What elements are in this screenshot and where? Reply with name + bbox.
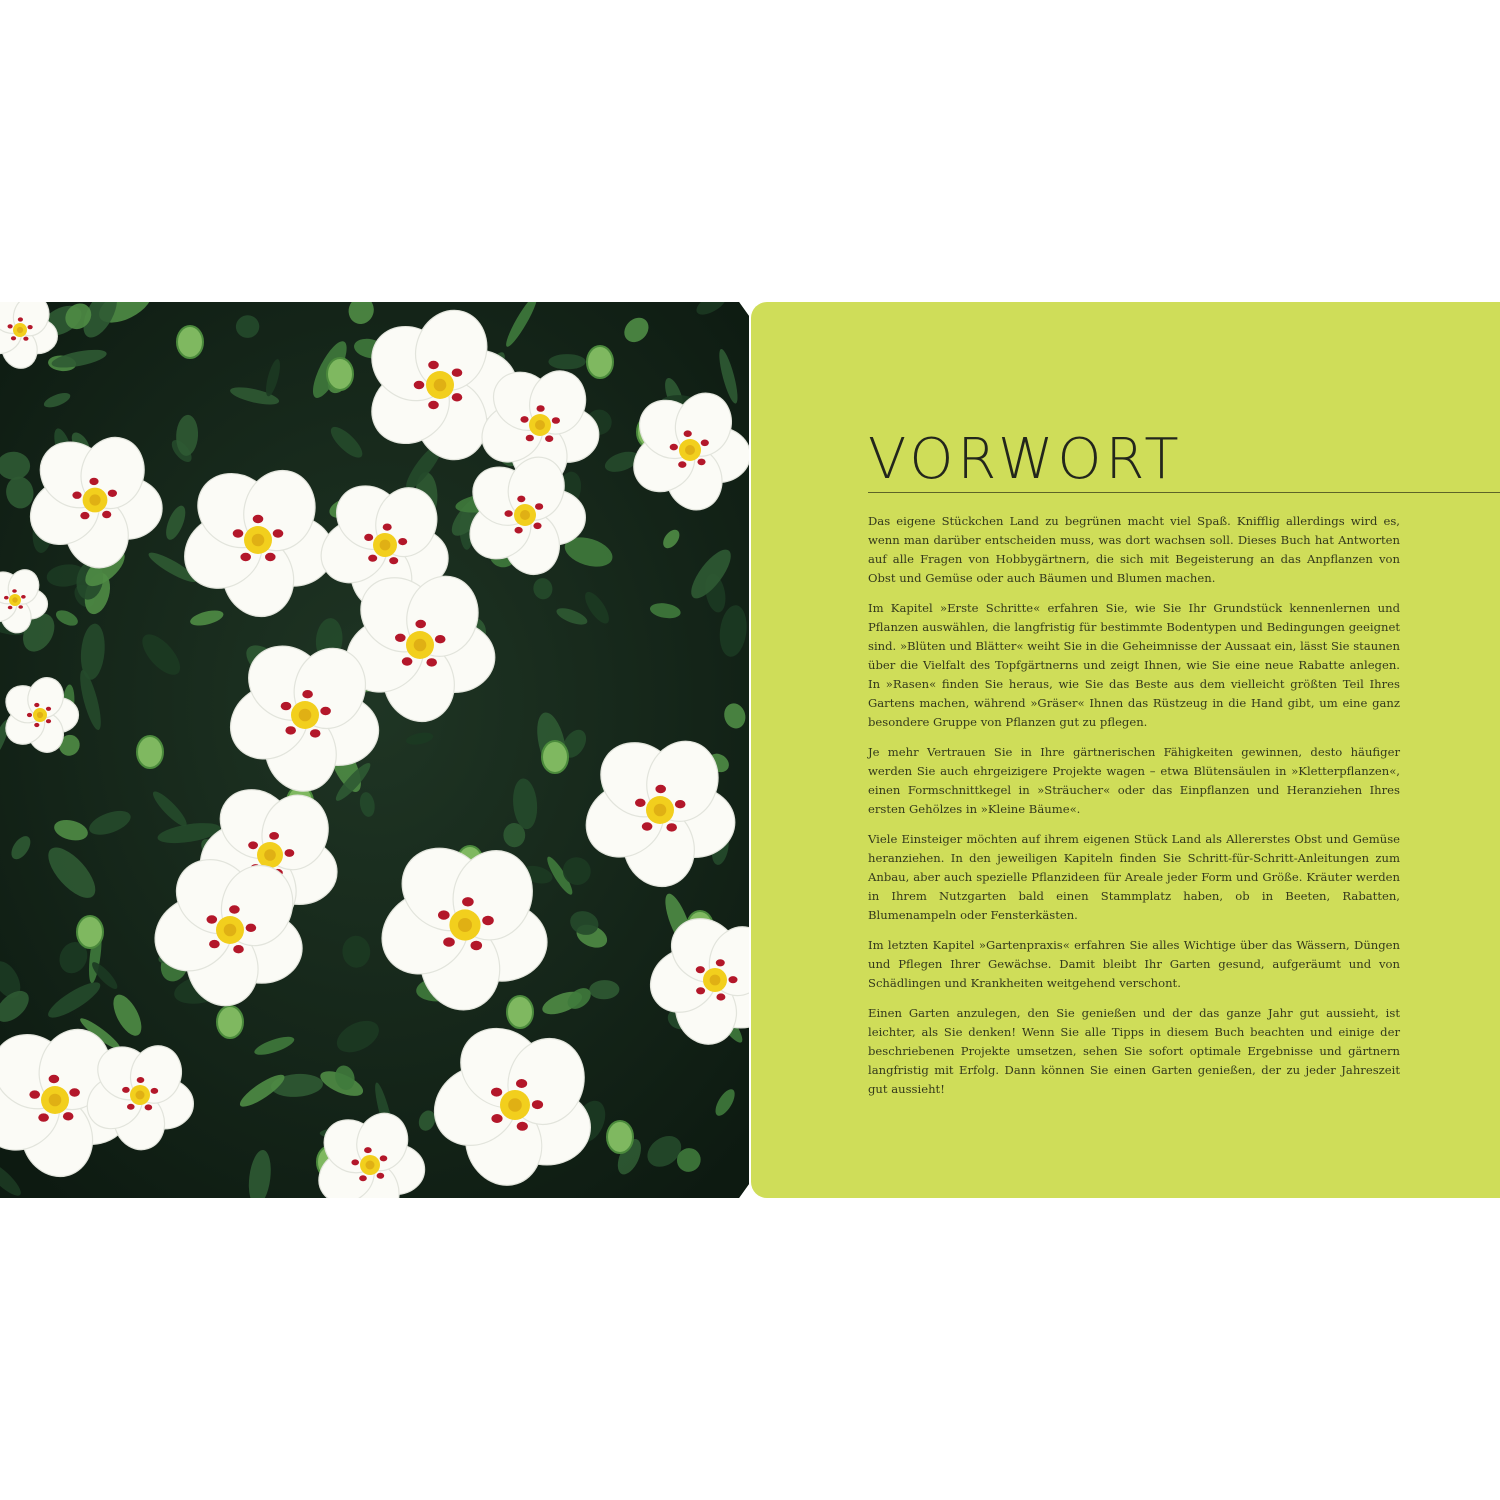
petal-blotch (8, 324, 13, 328)
petal-blotch (248, 841, 258, 849)
flower-stamen (458, 918, 472, 932)
petal-blotch (80, 512, 89, 519)
petal-blotch (452, 393, 463, 401)
flower-stamen (366, 1161, 375, 1170)
petal-blotch (428, 361, 439, 369)
petal-blotch (655, 785, 666, 793)
flower-stamen (535, 420, 545, 430)
flower-bud (327, 358, 353, 390)
petal-blotch (364, 534, 373, 541)
book-spread (0, 302, 1500, 1198)
petal-blotch (520, 416, 528, 423)
flower-bud (542, 741, 568, 773)
petal-blotch (545, 435, 553, 442)
petal-blotch (63, 1112, 74, 1120)
petal-blotch (517, 496, 525, 503)
petal-blotch (27, 713, 32, 717)
flower-bud (177, 326, 203, 358)
body-text (868, 512, 1400, 1110)
petal-blotch (89, 478, 98, 485)
petal-blotch (320, 707, 331, 715)
petal-blotch (452, 369, 463, 377)
page-title: VORWORT (868, 427, 1183, 492)
petal-blotch (209, 940, 220, 948)
flower-bud (507, 996, 533, 1028)
flower-stamen (17, 327, 23, 333)
petal-blotch (516, 1079, 527, 1088)
petal-blotch (415, 620, 426, 628)
paragraph: Viele Einsteiger möchten auf ihrem eigenen Stück Land als Allererstes Obst und Gemüse heranziehen. In den jeweiligen Kapiteln finden Sie Schritt-für-Schritt-Anleitungen zum Anbau, aber auch spezielle Pflanzideen für Areale jeder Form und Größe. Kräuter werden in Ihrem Nutzgarten bald einen Stammplatz haben, ob in Beeten, Rabatten, Blumenampeln oder Fensterkästen. (868, 832, 1400, 922)
petal-blotch (535, 503, 543, 510)
flower-stamen (49, 1094, 62, 1107)
petal-blotch (377, 1173, 385, 1179)
petal-blotch (11, 336, 16, 340)
flower-bud (607, 1121, 633, 1153)
petal-blotch (137, 1077, 145, 1083)
petal-blotch (696, 987, 705, 994)
flower-stamen (434, 379, 447, 392)
petal-blotch (716, 993, 725, 1000)
text-panel (751, 302, 1500, 1198)
petal-blotch (269, 832, 279, 840)
flower-stamen (508, 1098, 522, 1112)
flower-stamen (710, 975, 721, 986)
petal-blotch (678, 461, 686, 468)
flower-stamen (252, 534, 265, 547)
flower-stamen (136, 1091, 145, 1100)
petal-blotch (285, 849, 295, 857)
petal-blotch (29, 1090, 40, 1098)
petal-blotch (21, 595, 26, 599)
petal-blotch (281, 702, 292, 710)
petal-blotch (729, 976, 738, 983)
flower-stamen (520, 510, 530, 520)
petal-blotch (533, 523, 541, 530)
flower-stamen (89, 494, 100, 505)
petal-blotch (23, 337, 28, 341)
petal-blotch (151, 1088, 159, 1094)
petal-blotch (537, 405, 545, 412)
petal-blotch (246, 924, 257, 932)
petal-blotch (145, 1104, 153, 1110)
petal-blotch (684, 430, 692, 437)
petal-blotch (364, 1147, 372, 1153)
petal-blotch (380, 1155, 388, 1161)
petal-blotch (552, 417, 560, 424)
petal-blotch (72, 492, 81, 499)
petal-blotch (38, 1113, 49, 1121)
paragraph: Im Kapitel »Erste Schritte« erfahren Sie, wie Sie Ihr Grundstück kennenlernen und Pflanzen auswählen, die langfristig für bestimmte Bodentypen und Bedingungen geeignet sind. »Blüten und Blätter« weiht Sie in die Geheimnisse der Aussaat ein, lässt Sie staunen über die Vielfalt des Topfgärtnerns und zeigt Ihnen, wie Sie eine neue Rabatte anlegen. In »Rasen« finden Sie heraus, wie Sie das Beste aus dem vielleicht größten Teil Ihres Gartens machen, während »Gräser« Ihnen das Rüstzeug in die Hand gibt, um eine ganz besondere Gruppe von Pflanzen gut zu pflegen. (868, 601, 1400, 729)
flower-bud (137, 736, 163, 768)
petal-blotch (46, 719, 51, 723)
petal-blotch (517, 1122, 528, 1131)
petal-blotch (491, 1088, 502, 1097)
petal-blotch (310, 729, 321, 737)
petal-blotch (8, 606, 13, 610)
petal-blotch (18, 605, 23, 609)
petal-blotch (240, 553, 251, 561)
petal-blotch (285, 726, 296, 734)
flower-stamen (299, 709, 312, 722)
petal-blotch (389, 557, 398, 564)
petal-blotch (28, 325, 33, 329)
petal-blotch (265, 553, 276, 561)
petal-blotch (122, 1087, 130, 1093)
paragraph: Im letzten Kapitel »Gartenpraxis« erfahren Sie alles Wichtige über das Wässern, Düngen und Pflegen Ihrer Gewächse. Damit bleibt Ihr Garten gesund, aufgeräumt und von Schädlingen und Krankheiten weitgehend verschont. (868, 938, 1400, 990)
petal-blotch (491, 1114, 502, 1123)
petal-blotch (383, 524, 392, 531)
petal-blotch (102, 511, 111, 518)
petal-blotch (69, 1088, 80, 1096)
petal-blotch (18, 317, 23, 321)
petal-blotch (526, 435, 534, 442)
petal-blotch (108, 490, 117, 497)
petal-blotch (34, 723, 39, 727)
petal-blotch (229, 905, 240, 913)
petal-blotch (395, 634, 406, 642)
petal-blotch (471, 941, 483, 950)
petal-blotch (49, 1075, 60, 1083)
petal-blotch (642, 822, 653, 830)
petal-blotch (435, 635, 446, 643)
flower-stamen (654, 804, 667, 817)
petal-blotch (443, 937, 455, 946)
paragraph: Einen Garten anzulegen, den Sie genießen und der das ganze Jahr gut aussieht, ist leichter, als Sie denken! Wenn Sie alle Tipps in diesem Buch beachten und einige der beschriebenen Projekte umsetzen, sehen Sie sofort optimale Ergebnisse und gärtnern langfristig mit Erfolg. Dann können Sie einen Garten genießen, der zu jeder Jahreszeit gut aussieht! (868, 1006, 1400, 1096)
petal-blotch (46, 707, 51, 711)
petal-blotch (696, 966, 705, 973)
flower-stamen (37, 712, 43, 718)
petal-blotch (438, 910, 450, 919)
flower-stamen (685, 445, 695, 455)
petal-blotch (12, 589, 17, 593)
leaf (548, 354, 585, 369)
petal-blotch (515, 527, 523, 534)
petal-blotch (716, 959, 725, 966)
petal-blotch (402, 657, 413, 665)
petal-blotch (34, 703, 39, 707)
flower-photo-illustration (0, 302, 749, 1198)
flower-bud (217, 1006, 243, 1038)
flower-stamen (12, 597, 17, 602)
petal-blotch (505, 510, 513, 517)
petal-blotch (426, 658, 437, 666)
petal-blotch (127, 1104, 135, 1110)
petal-blotch (233, 945, 244, 953)
flower-bud (77, 916, 103, 948)
petal-blotch (701, 440, 709, 447)
petal-blotch (233, 529, 244, 537)
petal-blotch (697, 459, 705, 466)
petal-blotch (414, 381, 425, 389)
petal-blotch (428, 401, 439, 409)
flower-stamen (380, 540, 391, 551)
petal-blotch (253, 515, 264, 523)
petal-blotch (398, 538, 407, 545)
flower-stamen (224, 924, 237, 937)
petal-blotch (302, 690, 313, 698)
flower-photo (0, 302, 749, 1198)
petal-blotch (675, 800, 686, 808)
petal-blotch (368, 555, 377, 562)
flower-stamen (414, 639, 427, 652)
petal-blotch (482, 916, 494, 925)
paragraph: Das eigene Stückchen Land zu begrünen macht viel Spaß. Knifflig allerdings wird es, wenn man darüber entscheiden muss, was dort wachsen soll. Dieses Buch hat Antworten auf alle Fragen von Hobbygärtnern, die sich mit Begeisterung an das Anpflanzen von Obst und Gemüse oder auch Bäumen und Blumen machen. (868, 514, 1400, 585)
petal-blotch (273, 529, 284, 537)
flower-stamen (264, 849, 276, 861)
petal-blotch (4, 596, 9, 600)
petal-blotch (359, 1175, 367, 1181)
petal-blotch (635, 799, 646, 807)
paragraph: Je mehr Vertrauen Sie in Ihre gärtnerischen Fähigkeiten gewinnen, desto häufiger werden Sie auch ehrgeizigere Projekte wagen – etwa Blütensäulen in »Kletterpflanzen«, einen Formschnittkegel in »Sträucher« oder das Einpflanzen und Heranziehen Ihres ersten Gehölzes in »Kleine Bäume«. (868, 745, 1400, 816)
title-rule (868, 492, 1500, 493)
petal-blotch (666, 823, 677, 831)
petal-blotch (207, 915, 218, 923)
petal-blotch (462, 897, 474, 906)
flower-bud (587, 346, 613, 378)
petal-blotch (351, 1159, 359, 1165)
petal-blotch (670, 444, 678, 451)
petal-blotch (532, 1100, 543, 1109)
